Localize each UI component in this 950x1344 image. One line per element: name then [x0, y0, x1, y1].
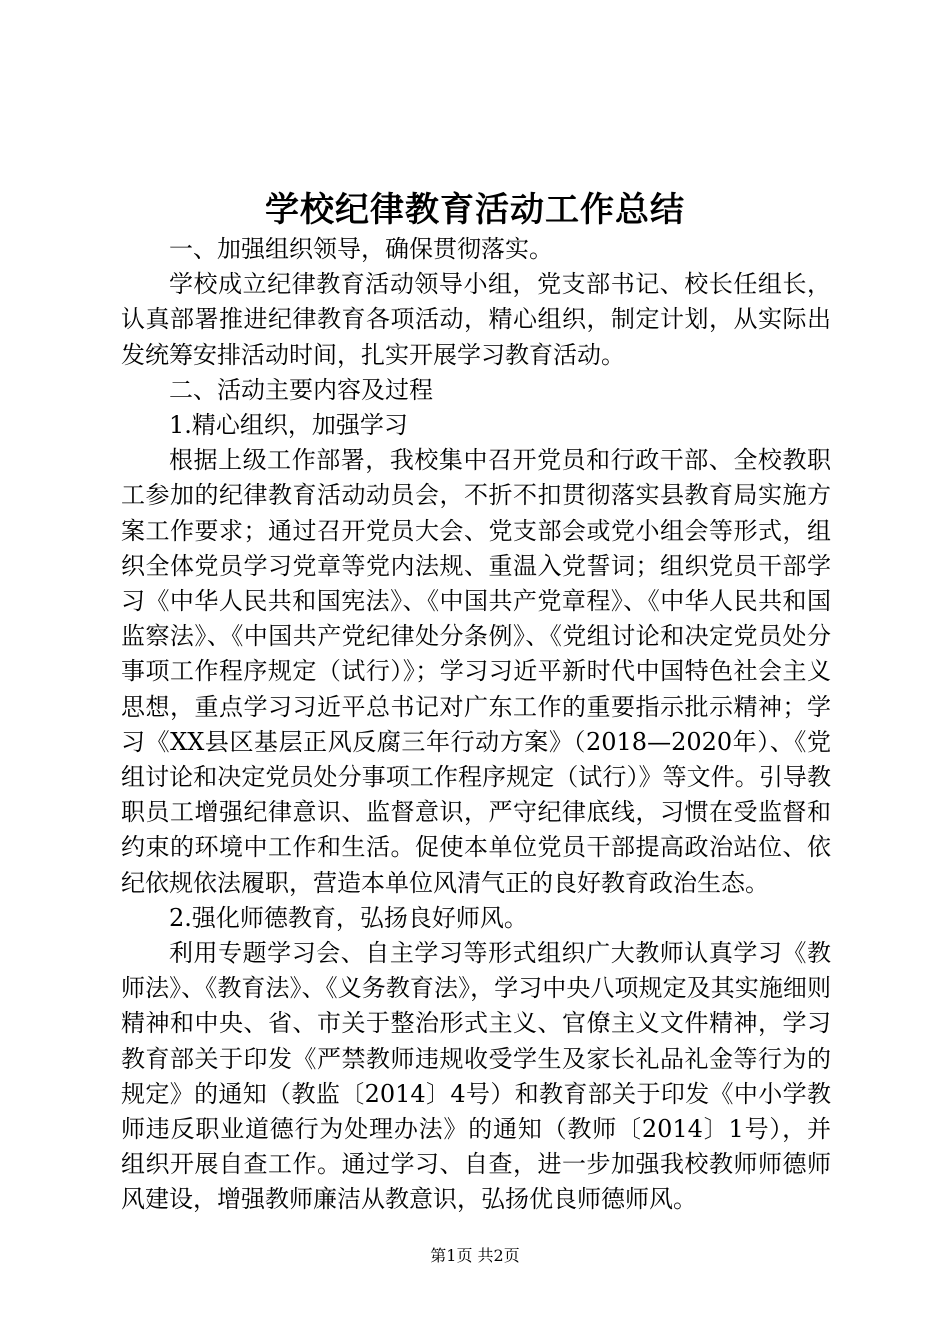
- document-title: 学校纪律教育活动工作总结: [265, 190, 685, 230]
- document-body: [121, 232, 831, 1218]
- subheading-teacher-ethics: 2.强化师德教育，弘扬良好师风。: [169, 903, 528, 932]
- subheading-study: 1.精心组织，加强学习: [169, 411, 408, 440]
- heading-section-2: 二、活动主要内容及过程: [169, 375, 433, 404]
- page-footer: 第1页 共2页: [430, 1246, 520, 1265]
- heading-section-1: 一、加强组织领导，确保贯彻落实。: [169, 235, 553, 263]
- paragraph-organization: 学校成立纪律教育活动领导小组，党支部书记、校长任组长，认真部署推进纪律教育各项活动，精心组织，制定计划，从实际出发统筹安排活动时间，扎实开展学习教育活动。: [121, 270, 831, 369]
- paragraph-teacher-ethics: 利用专题学习会、自主学习等形式组织广大教师认真学习《教师法》、《教育法》、《义务教育法》，学习中央八项规定及其实施细则精神和中央、省、市关于整治形式主义、官僚主义文件精神，学习教育部关于印发《严禁教师违规收受学生及家长礼品礼金等行为的规定》的通知（教监〔2014〕4号）和教育部关于印发《中小学教师违反职业道德行为处理办法》的通知（教师〔2014〕1号），并组织开展自查工作。通过学习、自查，进一步加强我校教师师德师风建设，增强教师廉洁从教意识，弘扬优良师德师风。: [121, 939, 831, 1214]
- paragraph-study: 根据上级工作部署，我校集中召开党员和行政干部、全校教职工参加的纪律教育活动动员会，不折不扣贯彻落实县教育局实施方案工作要求；通过召开党员大会、党支部会或党小组会等形式，组织全体党员学习党章等党内法规、重温入党誓词；组织党员干部学习《中华人民共和国宪法》、《中国共产党章程》、《中华人民共和国监察法》、《中国共产党纪律处分条例》、《党组讨论和决定党员处分事项工作程序规定（试行）》；学习习近平新时代中国特色社会主义思想，重点学习习近平总书记对广东工作的重要指示批示精神；学习《XX县区基层正风反腐三年行动方案》（2018—2020年）、《党组讨论和决定党员处分事项工作程序规定（试行）》等文件。引导教职员工增强纪律意识、监督意识，严守纪律底线，习惯在受监督和约束的环境中工作和生活。促使本单位党员干部提高政治站位、依纪依规依法履职，营造本单位风清气正的良好教育政治生态。: [121, 446, 831, 897]
